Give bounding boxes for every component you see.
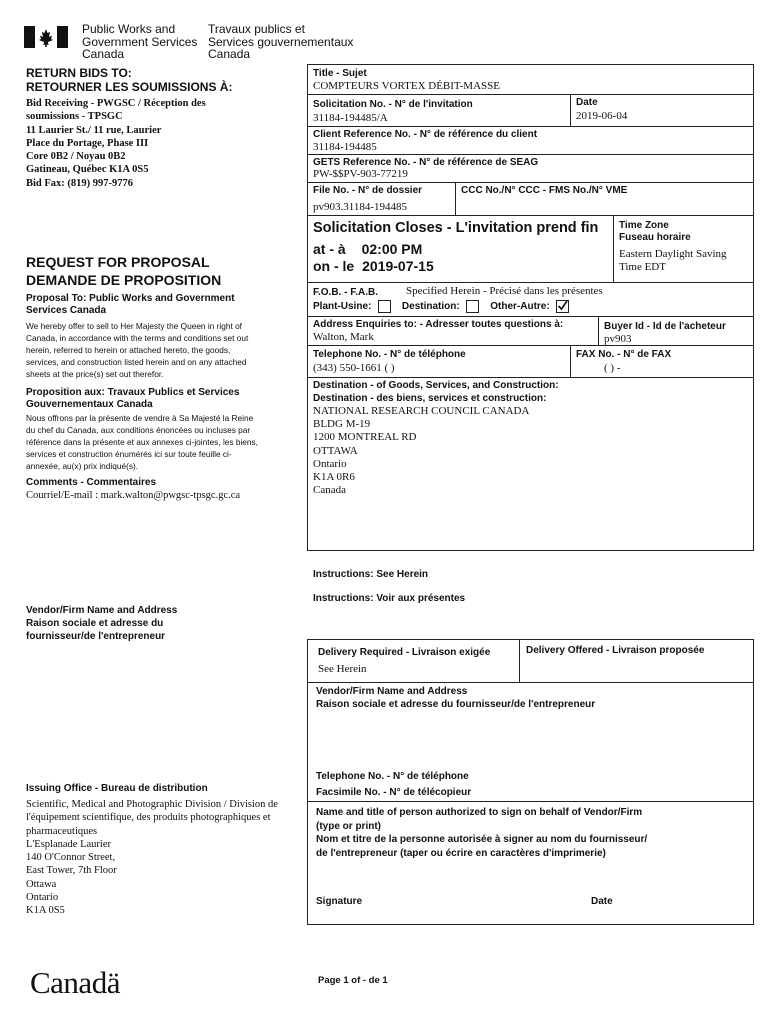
telephone-label: Telephone No. - N° de téléphone <box>313 349 466 360</box>
instructions-en: Instructions: See Herein <box>313 569 429 580</box>
time-zone-label: Time Zone Fuseau horaire <box>619 220 691 243</box>
on-label: on - le <box>313 258 355 274</box>
vendor-facsimile-label: Facsimile No. - N° de télécopieur <box>316 787 472 798</box>
client-ref-value: 31184-194485 <box>313 141 377 153</box>
fob-value: Specified Herein - Précisé dans les présentes <box>406 285 603 297</box>
signature-label: Signature <box>316 896 363 907</box>
issuing-office-label: Issuing Office - Bureau de distribution <box>26 783 208 794</box>
title-value: COMPTEURS VORTEX DÉBIT-MASSE <box>313 80 500 92</box>
buyer-id-label: Buyer Id - Id de l'acheteur <box>604 321 726 332</box>
comments-label: Comments - Commentaires <box>26 477 157 488</box>
gets-ref-value: PW-$$PV-903-77219 <box>313 168 408 180</box>
title-label: Title - Sujet <box>313 68 367 79</box>
authorized-person-label: Name and title of person authorized to sign on behalf of Vendor/Firm (type or print) Nom et titre de la personne autorisée à signer au nom du fournisseur/ de l'entrepreneur (taper ou écrire en caractères d'imprimerie) <box>316 807 648 859</box>
plant-label: Plant-Usine: <box>313 301 372 313</box>
issuing-office-value: Scientific, Medical and Photographic Division / Division de l'équipement scientifique, des produits photographiques et pharmaceutiques L'Esplanade Laurier 140 O'Connor Street, East Tower, 7th Floor Ottawa Ontario K1A 0S5 <box>26 799 278 917</box>
at-value: 02:00 PM <box>361 241 423 257</box>
department-name-fr: Travaux publics et Services gouvernementaux Canada <box>208 22 354 61</box>
offer-text-en: We hereby offer to sell to Her Majesty the Queen in right of Canada, in accordance with the terms and conditions set out herein, referred to herein or attached hereto, the goods, services, and construction listed herein and on any attached sheets at the price(s) set out therefor. <box>26 321 249 379</box>
solicitation-no-label: Solicitation No. - N° de l'invitation <box>313 99 473 110</box>
canada-wordmark: Canadä <box>30 965 120 1000</box>
vendor-name-label: Vendor/Firm Name and Address Raison sociale et adresse du fournisseur/de l'entrepreneur <box>316 686 596 710</box>
delivery-required-label: Delivery Required - Livraison exigée <box>318 647 491 658</box>
canada-flag-logo <box>24 26 68 48</box>
other-label: Other-Autre: <box>490 301 550 313</box>
department-name-en: Public Works and Government Services Canada <box>82 22 198 61</box>
solicitation-no-value: 31184-194485/A <box>313 112 388 124</box>
fax-value: ( ) - <box>604 362 621 374</box>
page-number: Page 1 of - de 1 <box>318 975 388 986</box>
buyer-id-value: pv903 <box>604 333 632 345</box>
fob-label: F.O.B. - F.A.B. <box>313 287 378 298</box>
checkmark-icon <box>557 300 568 311</box>
ccc-no-label: CCC No./N° CCC - FMS No./N° VME <box>461 185 628 196</box>
closing-date <box>313 258 434 274</box>
comments-value: Courriel/E-mail : mark.walton@pwgsc-tpsgc.gc.ca <box>26 490 241 501</box>
vendor-name-label-left: Vendor/Firm Name and Address Raison sociale et adresse du fournisseur/de l'entrepreneur <box>26 605 178 642</box>
on-value: 2019-07-15 <box>362 258 434 274</box>
address-enquiries-value: Walton, Mark <box>313 331 374 343</box>
file-no-label: File No. - N° de dossier <box>313 185 423 196</box>
delivery-offered-label: Delivery Offered - Livraison proposée <box>526 645 705 656</box>
vendor-telephone-label: Telephone No. - N° de téléphone <box>316 771 469 782</box>
fob-options <box>313 300 569 313</box>
fax-label: FAX No. - N° de FAX <box>576 349 672 360</box>
address-enquiries-label: Address Enquiries to: - Adresser toutes questions à: <box>313 319 564 330</box>
time-zone-value: Eastern Daylight Saving Time EDT <box>619 248 727 273</box>
telephone-value: (343) 550-1661 ( ) <box>313 362 395 374</box>
gets-ref-label: GETS Reference No. - N° de référence de SEAG <box>313 157 539 168</box>
at-label: at - à <box>313 241 346 257</box>
destination-label: Destination: <box>401 301 460 313</box>
instructions-fr: Instructions: Voir aux présentes <box>313 593 466 604</box>
signature-date-label: Date <box>591 896 613 907</box>
bid-receiving-address: Bid Receiving - PWGSC / Réception des soumissions - TPSGC 11 Laurier St./ 11 rue, Laurier Place du Portage, Phase III Core 0B2 / Noyau 0B2 Gatineau, Québec K1A 0S5 Bid Fax: (819) 997-9776 <box>26 98 206 189</box>
delivery-required-value: See Herein <box>318 663 367 675</box>
proposal-to-en: Proposal To: Public Works and Government Services Canada <box>26 293 235 316</box>
solicitation-closes-label: Solicitation Closes - L'invitation prend fin <box>313 220 599 236</box>
return-bids-heading: RETURN BIDS TO: RETOURNER LES SOUMISSIONS À: <box>26 66 233 94</box>
date-label: Date <box>576 97 598 108</box>
closing-time <box>313 241 422 257</box>
destination-goods-label: Destination - of Goods, Services, and Construction: Destination - des biens, services et construction: <box>313 380 559 404</box>
rfp-heading: REQUEST FOR PROPOSAL DEMANDE DE PROPOSITION <box>26 254 222 288</box>
client-ref-label: Client Reference No. - N° de référence du client <box>313 129 538 140</box>
plant-checkbox[interactable] <box>378 300 391 313</box>
date-value: 2019-06-04 <box>576 110 628 122</box>
file-no-value: pv903.31184-194485 <box>313 201 408 213</box>
proposal-to-fr: Proposition aux: Travaux Publics et Services Gouvernementaux Canada <box>26 387 240 410</box>
other-checkbox[interactable] <box>556 300 569 313</box>
destination-goods-value: NATIONAL RESEARCH COUNCIL CANADA BLDG M-19 1200 MONTREAL RD OTTAWA Ontario K1A 0R6 Canada <box>313 405 530 497</box>
destination-checkbox[interactable] <box>466 300 479 313</box>
offer-text-fr: Nous offrons par la présente de vendre à Sa Majesté la Reine du chef du Canada, aux conditions énoncées ou incluses par référence dans la présente et aux annexes ci-jointes, les biens, services et construction énumérés ici sur toute feuille ci-annexée, au(x) prix indiqué(s). <box>26 413 258 471</box>
